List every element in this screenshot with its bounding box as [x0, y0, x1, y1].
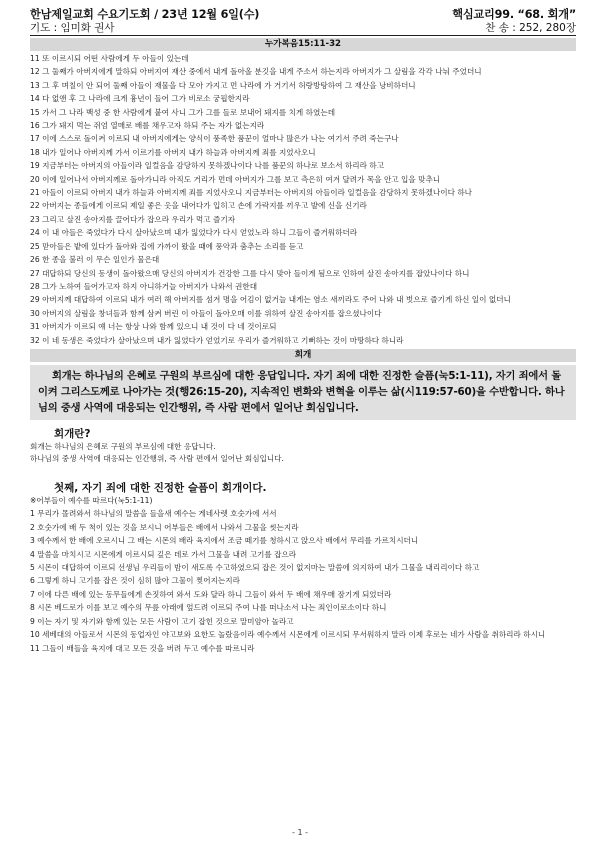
verse-line: 27 대답하되 당신의 동생이 돌아왔으매 당신의 아버지가 건강한 그를 다시 맞아 들이게 됨으로 인하여 살진 송아지를 잡았나이다 하니	[30, 268, 470, 278]
prayer-leader: 기도 : 임미화 권사	[30, 22, 115, 34]
verse-line: 23 그리고 살진 송아지를 끌어다가 잡으라 우리가 먹고 즐기자	[30, 214, 236, 224]
verse-line: 28 그가 노하여 들어가고자 하지 아니하거늘 아버지가 나와서 권한대	[30, 281, 258, 291]
verse-line: 30 아버지의 살림을 창녀들과 함께 삼켜 버린 이 아들이 돌아오매 이를 위하여 살진 송아지를 잡으셨나이다	[30, 308, 382, 318]
section-one-verse-list	[30, 507, 576, 654]
scripture-verse-list	[30, 52, 576, 347]
verse-line: 13 그 후 며칠이 안 되어 둘째 아들이 재물을 다 모아 가지고 먼 나라에 가 거기서 허랑방탕하여 그 재산을 낭비하더니	[30, 80, 416, 90]
verse-line: 12 그 둘째가 아버지에게 말하되 아버지여 재산 중에서 내게 돌아올 분깃을 내게 주소서 하는지라 아버지가 그 살림을 각각 나눠 주었더니	[30, 67, 482, 77]
verse-line: 9 이는 자기 및 자기와 함께 있는 모든 사람이 고기 잡힌 것으로 말미암아 놀라고	[30, 616, 294, 626]
verse-line: 8 시몬 베드로가 이를 보고 예수의 무릎 아래에 엎드려 이르되 주여 나를 떠나소서 나는 죄인이로소이다 하니	[30, 603, 387, 613]
verse-line: 10 세베대의 아들로서 시몬의 동업자인 야고보와 요한도 놀랐음이라 예수께서 시몬에게 이르시되 무서워하지 말라 이제 후로는 네가 사람을 취하리라 하시니	[30, 630, 546, 640]
verse-line: 18 내가 일어나 아버지께 가서 이르기를 아버지 내가 하늘과 아버지께 죄를 지었사오니	[30, 147, 316, 157]
verse-line: 29 아버지께 대답하여 이르되 내가 여러 해 아버지를 섬겨 명을 어김이 없거늘 내게는 염소 새끼라도 주어 나와 내 벗으로 즐기게 하신 일이 없더니	[30, 295, 511, 305]
header-divider	[30, 35, 576, 36]
verse-line: 11 그들이 배들을 육지에 대고 모든 것을 버려 두고 예수를 따르니라	[30, 643, 255, 653]
answer-line-1: 회개는 하나님의 은혜로 구원의 부르심에 대한 응답니다.	[30, 441, 216, 451]
verse-line: 32 이 네 동생은 죽었다가 살아났으며 내가 잃었다가 얻었기로 우리가 즐거워하고 기뻐하는 것이 마땅하다 하니라	[30, 335, 404, 345]
verse-line: 2 호숫가에 배 두 척이 있는 것을 보시니 어부들은 배에서 나와서 그물을 씻는지라	[30, 522, 299, 532]
repentance-heading-bar: 회개	[30, 349, 576, 362]
verse-line: 31 아버지가 이르되 얘 너는 항상 나와 함께 있으니 내 것이 다 네 것이로되	[30, 322, 277, 332]
verse-line: 19 지금부터는 아버지의 아들이라 일컬음을 감당하지 못하겠나이다 나를 품꾼의 하나로 보소서 하리라 하고	[30, 161, 385, 171]
section-one-subtitle: ※어부들이 예수를 따르다(눅5:1-11)	[30, 495, 153, 505]
verse-line: 3 예수께서 한 배에 오르시니 그 배는 시몬의 배라 육지에서 조금 떼기를 청하시고 앉으사 배에서 무리를 가르치시더니	[30, 536, 419, 546]
page-header	[30, 0, 576, 36]
question-heading: 회개란?	[54, 427, 91, 440]
verse-line: 24 이 내 아들은 죽었다가 다시 살아났으며 내가 잃었다가 다시 얻었노라 하니 그들이 즐거워하더라	[30, 228, 358, 238]
verse-line: 5 시몬이 대답하여 이르되 선생님 우리들이 밤이 새도록 수고하였으되 잡은 것이 없지마는 말씀에 의지하여 내가 그물을 내리리이다 하고	[30, 563, 480, 573]
church-service-title: 한남제일교회 수요기도회 / 23년 12월 6일(수)	[30, 8, 260, 21]
verse-line: 20 이에 일어나서 아버지께로 돌아가니라 아직도 거리가 먼데 아버지가 그를 보고 측은히 여겨 달려가 목을 안고 입을 맞추니	[30, 174, 441, 184]
verse-line: 26 한 종을 불러 이 무슨 일인가 물은대	[30, 255, 160, 265]
verse-line: 22 아버지는 종들에게 이르되 제일 좋은 옷을 내어다가 입히고 손에 가락지를 끼우고 발에 신을 신기라	[30, 201, 367, 211]
verse-line: 21 아들이 이르되 아버지 내가 하늘과 아버지께 죄를 지었사오니 지금부터는 아버지의 아들이라 일컬음을 감당하지 못하겠나이다 하나	[30, 188, 472, 198]
section-one-title: 첫째, 자기 죄에 대한 진정한 슬픔이 회개이다.	[54, 481, 267, 494]
verse-line: 17 이에 스스로 돌이켜 이르되 내 아버지에게는 양식이 풍족한 품꾼이 얼마나 많은가 나는 여기서 주려 죽는구나	[30, 134, 399, 144]
answer-line-2: 하나님의 중생 사역에 대응되는 인간행위, 즉 사람 편에서 일어난 회심입니다.	[30, 454, 284, 464]
hymn-numbers: 찬 송 : 252, 280장	[485, 22, 576, 34]
repentance-summary: 회개는 하나님의 은혜로 구원의 부르심에 대한 응답입니다. 자기 죄에 대한 진정한 슬픔(눅5:1-11), 자기 죄에서 돌이켜 그리스도께로 나아가는 것(행26:15-20), 지속적인 변화와 변혁을 이루는 삶(시119:57-60)을 수반합니다. 하나님의 중생 사역에 대응되는 인간행위, 즉 사람 편에서 일어난 회심입니다.	[30, 365, 576, 420]
verse-line: 15 가서 그 나라 백성 중 한 사람에게 붙여 사니 그가 그를 들로 보내어 돼지를 치게 하였는데	[30, 107, 336, 117]
verse-line: 1 무리가 몰려와서 하나님의 말씀을 들을새 예수는 게네사렛 호숫가에 서서	[30, 509, 277, 519]
verse-line: 14 다 없앤 후 그 나라에 크게 흉년이 들어 그가 비로소 궁핍한지라	[30, 94, 250, 104]
verse-line: 25 맏아들은 밭에 있다가 돌아와 집에 가까이 왔을 때에 풍악과 춤추는 소리를 듣고	[30, 241, 304, 251]
scripture-reference-bar: 누가복음15:11-32	[30, 38, 576, 51]
verse-line: 4 말씀을 마치시고 시몬에게 이르시되 깊은 데로 가서 그물을 내려 고기를 잡으라	[30, 549, 297, 559]
doctrine-series-title: 핵심교리99. “68. 회개”	[452, 8, 576, 21]
page-number: - 1 -	[292, 828, 308, 837]
verse-line: 11 또 이르시되 어떤 사람에게 두 아들이 있는데	[30, 54, 189, 63]
verse-line: 6 그렇게 하니 고기를 잡은 것이 심히 많아 그물이 찢어지는지라	[30, 576, 240, 586]
verse-line: 7 이에 다른 배에 있는 동무들에게 손짓하여 와서 도와 달라 하니 그들이 와서 두 배에 채우매 잠기게 되었더라	[30, 589, 392, 599]
verse-line: 16 그가 돼지 먹는 쥐엄 열매로 배를 채우고자 하되 주는 자가 없는지라	[30, 121, 265, 131]
